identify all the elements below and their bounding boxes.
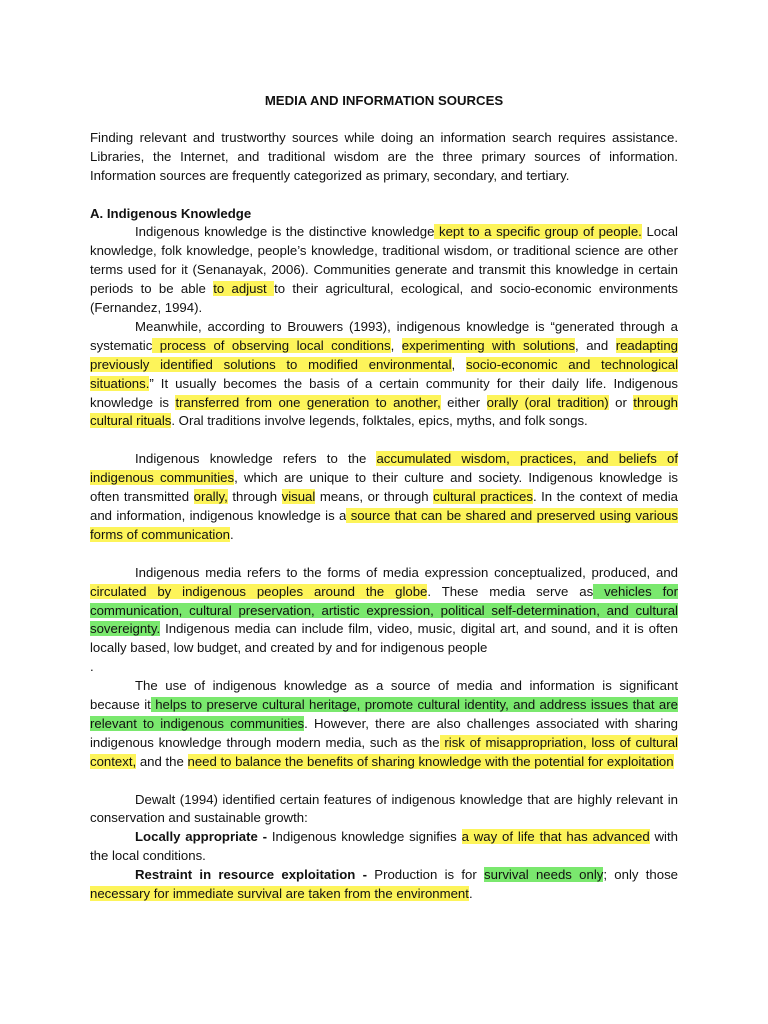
document-title: MEDIA AND INFORMATION SOURCES (264, 93, 504, 108)
highlight: process of observing local conditions (152, 337, 391, 353)
highlight: orally (oral tradition) (486, 394, 609, 410)
paragraph-1: Indigenous knowledge is the distinctive knowledge kept to a specific group of people. Local knowledge, folk knowledge, people’s knowledge, traditional wisdom, or traditional science are other terms used for it (Senanayak, 2006). Communities generate and transmit this knowledge in certain periods to be able to adjust to their agricultural, ecological, and socio-economic environments (Fernandez, 1994). (90, 224, 678, 316)
highlight: experimenting with solutions (401, 337, 576, 353)
highlight: need to balance the benefits of sharing knowledge with the potential for exploitation (187, 753, 674, 769)
highlight: risk of misappropriation, loss of cultural context, (90, 734, 678, 769)
intro-paragraph: Finding relevant and trustworthy sources while doing an information search requires assistance. Libraries, the Internet, and traditional wisdom are the three primary sources of information. Information sources are frequently categorized as primary, secondary, and tertiary. (90, 129, 678, 183)
highlight: cultural practices (433, 489, 533, 505)
document-page (90, 92, 678, 904)
paragraph-3: Indigenous knowledge refers to the accumulated wisdom, practices, and beliefs of indigenous communities, which are unique to their culture and society. Indigenous knowledge is often transmitted orally, through visual means, or through cultural practices. In the context of media and information, indigenous knowledge is a source that can be shared and preserved using various forms of communication. (90, 451, 679, 542)
highlight: circulated by indigenous peoples around the globe (90, 583, 428, 599)
highlight: socio-economic and technological situations. (90, 356, 678, 391)
feature-term: Restraint in resource exploitation - (135, 867, 368, 883)
paragraph-7: Locally appropriate - Indigenous knowledge signifies a way of life that has advanced with the local conditions. (90, 829, 678, 864)
stray-period: . (90, 659, 94, 675)
paragraph-4: Indigenous media refers to the forms of media expression conceptualized, produced, and circulated by indigenous peoples around the globe. These media serve as vehicles for communication, cultural preservation, artistic expression, political self-determination, and cultural sovereignty. Indigenous media can include film, video, music, digital art, and sound, and it is often locally based, low budget, and created by and for indigenous people (90, 564, 678, 656)
highlight: source that can be shared and preserved using various forms of communication (90, 508, 678, 542)
highlight: orally, (193, 489, 228, 505)
highlight: necessary for immediate survival are taken from the environment (90, 886, 469, 902)
highlight: through cultural rituals (90, 394, 679, 429)
paragraph-2: Meanwhile, according to Brouwers (1993), indigenous knowledge is “generated through a systematic process of observing local conditions, experimenting with solutions, and readapting previously identified solutions to modified environmental, socio-economic and technological situations.” It usually becomes the basis of a certain community for their daily life. Indigenous knowledge is transferred from one generation to another, either orally (oral tradition) or through cultural rituals. Oral traditions involve legends, folktales, epics, myths, and folk songs. (90, 318, 679, 429)
feature-term: Locally appropriate - (135, 829, 268, 845)
section-heading-indigenous-knowledge: A. Indigenous Knowledge (90, 205, 252, 221)
paragraph-5: The use of indigenous knowledge as a source of media and information is significant because it helps to preserve cultural heritage, promote cultural identity, and address issues that are relevant to indigenous communities. However, there are also challenges associated with sharing indigenous knowledge through modern media, such as the risk of misappropriation, loss of cultural context, and the need to balance the benefits of sharing knowledge with the potential for exploitation (90, 678, 679, 769)
highlight-green: vehicles for communication, cultural preservation, artistic expression, political self-determination, and cultural sovereignty. (90, 583, 678, 637)
highlight: kept to a specific group of people. (434, 224, 642, 240)
highlight: transferred from one generation to another, (175, 394, 441, 410)
paragraph-6: Dewalt (1994) identified certain features of indigenous knowledge that are highly relevant in conservation and sustainable growth: (90, 791, 678, 826)
highlight: readapting previously identified solutions to modified environmental (90, 337, 679, 372)
highlight: a way of life that has advanced (461, 829, 650, 845)
highlight: visual (281, 489, 316, 505)
highlight: to adjust (213, 281, 275, 297)
highlight-green: helps to preserve cultural heritage, promote cultural identity, and address issues that are relevant to indigenous communities (90, 697, 678, 731)
highlight-green: survival needs only (484, 867, 604, 883)
highlight: accumulated wisdom, practices, and beliefs of indigenous communities (90, 451, 678, 486)
paragraph-8: Restraint in resource exploitation - Production is for survival needs only; only those necessary for immediate survival are taken from the environment. (90, 867, 678, 902)
